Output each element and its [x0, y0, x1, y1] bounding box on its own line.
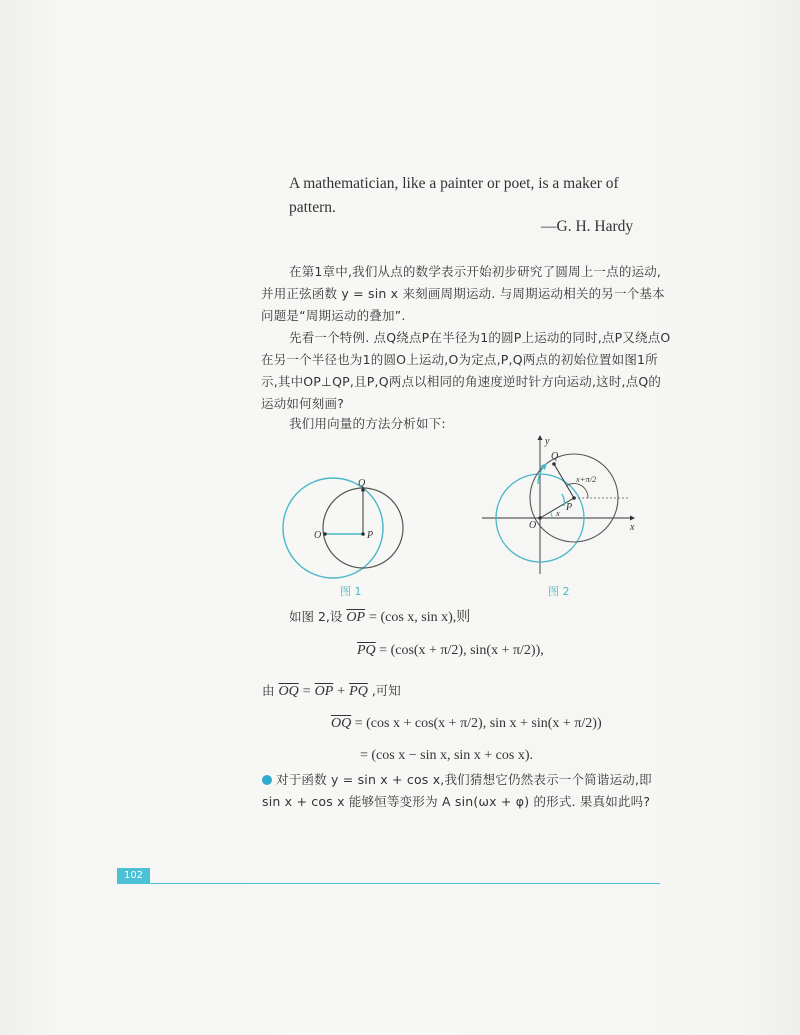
x-axis-arrow: [630, 516, 635, 521]
label-q: Q: [551, 451, 559, 462]
vector-oq: $\overline{OQ}$: [278, 684, 299, 699]
equation-pq-rhs: = (cos(x + π/2), sin(x + π/2)),: [379, 643, 544, 658]
sum-suffix: ,可知: [371, 683, 401, 698]
footer-rule: [150, 883, 660, 884]
y-axis-arrow: [538, 435, 543, 440]
vector-op: $\overline{OP}$: [346, 610, 366, 625]
equation-intro-line: [289, 606, 470, 626]
page-number: 102: [117, 868, 150, 884]
epigraph-quote: A mathematician, like a painter or poet, is a maker of pattern.: [289, 175, 619, 216]
vector-op-value: = (cos x, sin x),则: [369, 610, 471, 625]
figure-2-caption: 图 2: [548, 585, 570, 598]
intro-prefix: 如图 2,设: [289, 609, 343, 624]
label-angle-x: x: [556, 508, 560, 518]
paragraph-conjecture: 对于函数 y = sin x + cos x,我们猜想它仍然表示一个简谐运动,即 sin x + cos x 能够恒等变形为 A sin(ωx + φ) 的形式. 果真如此吗?: [262, 772, 652, 809]
segment-pq: [554, 464, 574, 498]
point-o: [538, 516, 542, 520]
sum-plus: +: [337, 684, 346, 699]
point-p: [572, 496, 576, 500]
sum-equals: =: [302, 684, 311, 699]
equation-sum-line: [262, 681, 401, 700]
circle-o: [283, 478, 383, 578]
label-o: O: [529, 520, 537, 531]
vector-pq-sum: $\overline{PQ}$: [349, 684, 368, 699]
point-p: [361, 532, 365, 536]
vector-pq: $\overline{PQ}$: [357, 643, 376, 658]
sum-prefix: 由: [262, 683, 275, 698]
paragraph-intro: 在第1章中,我们从点的数学表示开始初步研究了圆周上一点的运动,并用正弦函数 y = sin x 来刻画周期运动. 与周期运动相关的另一个基本问题是“周期运动的叠加”.: [261, 264, 665, 323]
epigraph-author: —G. H. Hardy: [541, 218, 634, 235]
point-o: [323, 532, 327, 536]
equation-pq: [357, 643, 544, 659]
label-q: Q: [358, 478, 366, 489]
paragraph-method: 我们用向量的方法分析如下:: [289, 416, 446, 431]
point-q: [552, 462, 556, 466]
equation-oq-rhs: = (cos x + cos(x + π/2), sin x + sin(x + π/2)): [354, 716, 602, 731]
figure-2: [478, 432, 648, 582]
figure-1-caption: 图 1: [340, 585, 362, 598]
equation-oq: [331, 716, 602, 732]
angle-arc-x: [550, 511, 552, 518]
vector-oq-eq: $\overline{OQ}$: [331, 716, 352, 731]
label-x-axis: x: [630, 522, 635, 533]
equation-oq-simplified: = (cos x − sin x, sin x + cos x).: [360, 748, 534, 763]
figure-1: [270, 470, 420, 590]
label-y-axis: y: [545, 436, 550, 447]
label-angle-shift: x+π/2: [576, 474, 597, 484]
paragraph-example: 先看一个特例. 点Q绕点P在半径为1的圆P上运动的同时,点P又绕点O在另一个半径也为1的圆O上运动,O为定点,P,Q两点的初始位置如图1所示,其中OP⊥QP,且P,Q两点以相同的角速度逆时针方向运动,这时,点Q的运动如何刻画?: [261, 330, 671, 411]
label-o: O: [314, 530, 322, 541]
label-p: P: [367, 530, 374, 541]
label-p: P: [566, 502, 573, 513]
vector-op-sum: $\overline{OP}$: [314, 684, 334, 699]
